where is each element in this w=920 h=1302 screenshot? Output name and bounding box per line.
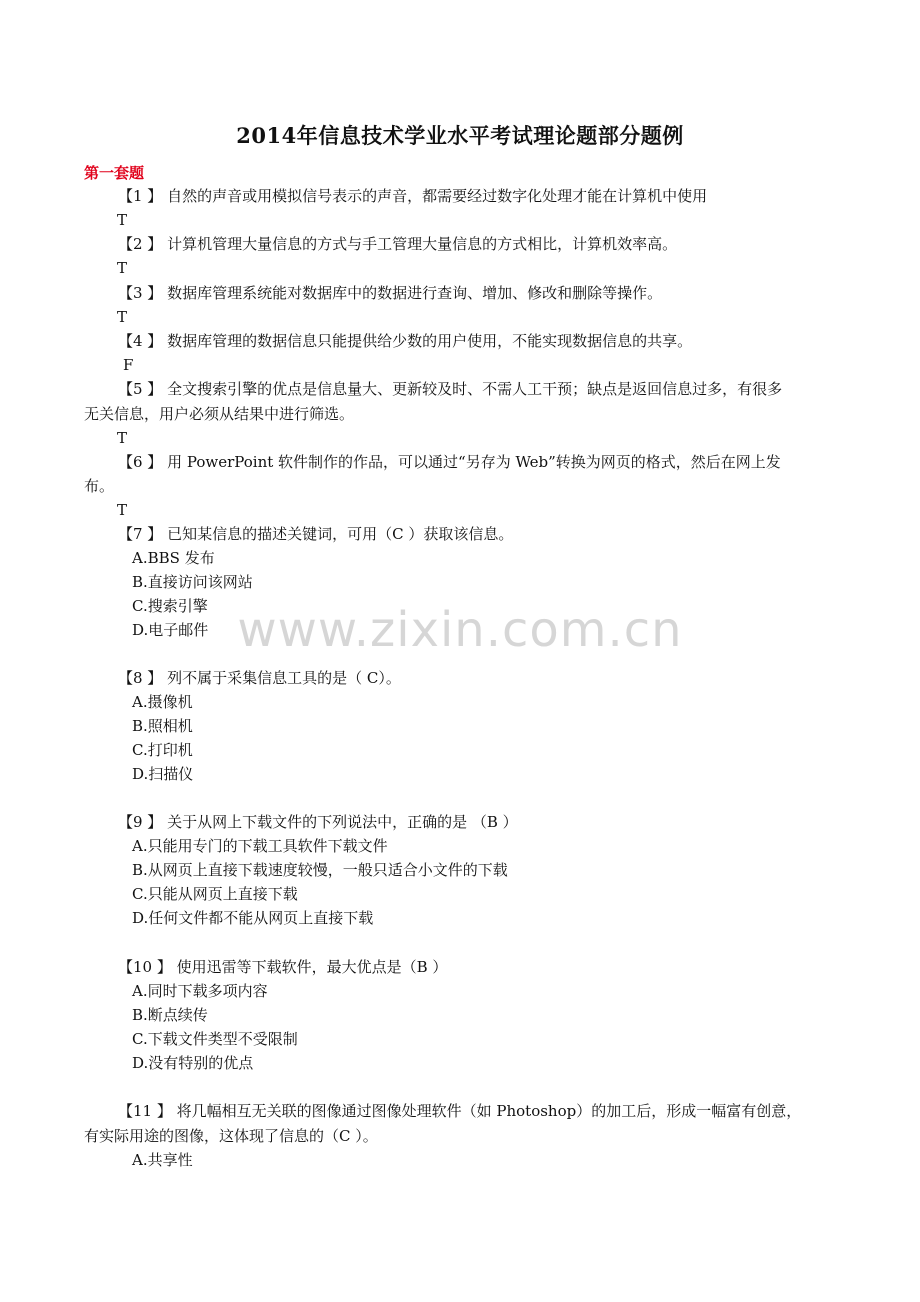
option-8d: D.扫描仪 — [132, 765, 194, 783]
option-7b: B.直接访问该网站 — [132, 573, 253, 591]
option-7d: D.电子邮件 — [132, 621, 209, 639]
answer-4: F — [123, 356, 134, 374]
question-7: 【7 】 已知某信息的描述关键词，可用（C ）获取该信息。 — [118, 525, 514, 543]
answer-3: T — [117, 308, 128, 326]
watermark: www.zixin.com.cn — [237, 602, 683, 658]
question-2: 【2 】 计算机管理大量信息的方式与手工管理大量信息的方式相比，计算机效率高。 — [118, 235, 678, 253]
option-8b: B.照相机 — [132, 717, 193, 735]
question-5-continued: 无关信息，用户必须从结果中进行筛选。 — [84, 405, 355, 423]
question-6-continued: 布。 — [84, 477, 115, 495]
option-7c: C.搜索引擎 — [132, 597, 208, 615]
question-8: 【8 】 列不属于采集信息工具的是（ C）。 — [118, 669, 401, 687]
section-heading: 第一套题 — [84, 164, 145, 182]
question-11-continued: 有实际用途的图像，这体现了信息的（C ）。 — [84, 1127, 378, 1145]
option-8c: C.打印机 — [132, 741, 193, 759]
question-1: 【1 】 自然的声音或用模拟信号表示的声音，都需要经过数字化处理才能在计算机中使用 — [118, 187, 708, 205]
question-10: 【10 】 使用迅雷等下载软件，最大优点是（B ） — [118, 958, 448, 976]
option-9d: D.任何文件都不能从网页上直接下载 — [132, 909, 374, 927]
option-10a: A.同时下载多项内容 — [132, 982, 268, 1000]
answer-5: T — [117, 429, 128, 447]
option-8a: A.摄像机 — [132, 693, 193, 711]
question-11: 【11 】 将几幅相互无关联的图像通过图像处理软件（如 Photoshop）的加工后，形成一幅富有创意， — [118, 1102, 802, 1120]
answer-6: T — [117, 501, 128, 519]
option-10b: B.断点续传 — [132, 1006, 208, 1024]
question-4: 【4 】 数据库管理的数据信息只能提供给少数的用户使用，不能实现数据信息的共享。 — [118, 332, 693, 350]
option-9b: B.从网页上直接下载速度较慢，一般只适合小文件的下载 — [132, 861, 508, 879]
question-9: 【9 】 关于从网上下载文件的下列说法中，正确的是 （B ） — [118, 813, 518, 831]
option-10d: D.没有特别的优点 — [132, 1054, 254, 1072]
option-10c: C.下载文件类型不受限制 — [132, 1030, 298, 1048]
document-title: 2014年信息技术学业水平考试理论题部分题例 — [236, 123, 684, 148]
question-6: 【6 】 用 PowerPoint 软件制作的作品，可以通过“另存为 Web”转换为网页的格式，然后在网上发 — [118, 453, 781, 471]
option-9a: A.只能用专门的下载工具软件下载文件 — [132, 837, 388, 855]
question-5: 【5 】 全文搜索引擎的优点是信息量大、更新较及时、不需人工干预；缺点是返回信息过多，有很多 — [118, 380, 783, 398]
option-9c: C.只能从网页上直接下载 — [132, 885, 298, 903]
question-3: 【3 】 数据库管理系统能对数据库中的数据进行查询、增加、修改和删除等操作。 — [118, 284, 663, 302]
answer-1: T — [117, 211, 128, 229]
option-7a: A.BBS 发布 — [132, 549, 215, 567]
answer-2: T — [117, 259, 128, 277]
option-11a: A.共享性 — [132, 1151, 193, 1169]
